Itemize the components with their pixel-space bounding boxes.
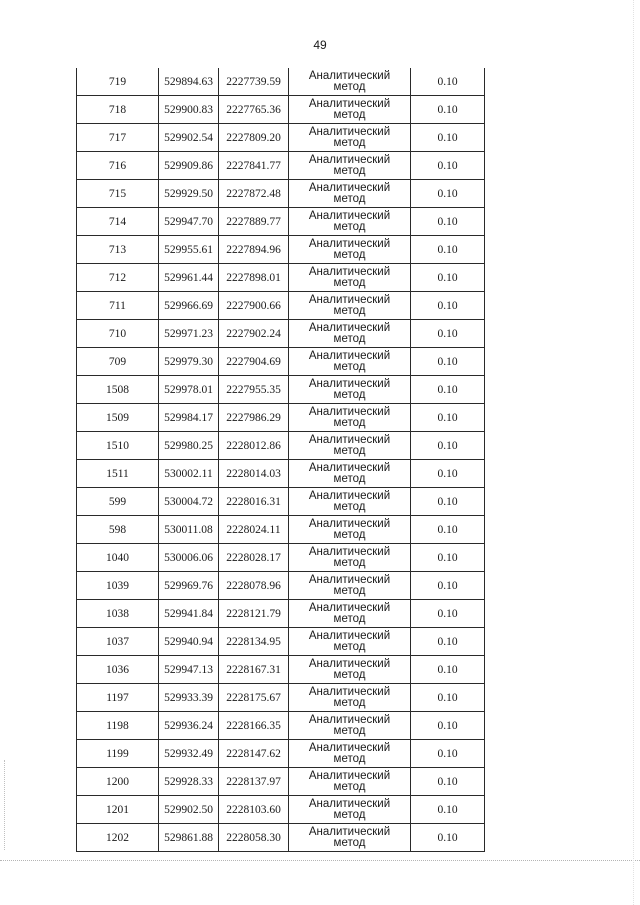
- x-coordinate-cell: 529980.25: [159, 432, 219, 460]
- method-text: метод: [333, 80, 366, 93]
- table-row: [77, 96, 485, 124]
- x-coordinate-cell: 529966.69: [159, 292, 219, 320]
- method-text: метод: [333, 136, 366, 149]
- method-text: Аналитический: [308, 433, 391, 446]
- point-number-cell: 719: [77, 68, 159, 96]
- accuracy-cell: 0.10: [411, 544, 485, 572]
- point-number-cell: 1508: [77, 376, 159, 404]
- method-text: метод: [333, 668, 366, 681]
- x-coordinate-cell: 529940.94: [159, 628, 219, 656]
- method-text: Аналитический: [308, 461, 391, 474]
- method-text: Аналитический: [308, 265, 391, 278]
- method-cell: [289, 572, 411, 600]
- accuracy-cell: 0.10: [411, 376, 485, 404]
- point-number-cell: 712: [77, 264, 159, 292]
- method-text: Аналитический: [308, 657, 391, 670]
- accuracy-cell: 0.10: [411, 124, 485, 152]
- y-coordinate-cell: 2227904.69: [219, 348, 289, 376]
- y-coordinate-cell: 2228137.97: [219, 768, 289, 796]
- point-number-cell: 714: [77, 208, 159, 236]
- y-coordinate-cell: 2228166.35: [219, 712, 289, 740]
- x-coordinate-cell: 529902.54: [159, 124, 219, 152]
- point-number-cell: 598: [77, 516, 159, 544]
- x-coordinate-cell: 529969.76: [159, 572, 219, 600]
- method-cell: [289, 264, 411, 292]
- method-text: Аналитический: [308, 125, 391, 138]
- x-coordinate-cell: 529979.30: [159, 348, 219, 376]
- y-coordinate-cell: 2227898.01: [219, 264, 289, 292]
- accuracy-cell: 0.10: [411, 488, 485, 516]
- method-cell: [289, 236, 411, 264]
- point-number-cell: 716: [77, 152, 159, 180]
- table-row: [77, 68, 485, 96]
- point-number-cell: 711: [77, 292, 159, 320]
- method-cell: [289, 488, 411, 516]
- method-text: метод: [333, 388, 366, 401]
- table-row: [77, 292, 485, 320]
- method-cell: [289, 208, 411, 236]
- method-text: метод: [333, 332, 366, 345]
- x-coordinate-cell: 529933.39: [159, 684, 219, 712]
- table-row: [77, 376, 485, 404]
- accuracy-cell: 0.10: [411, 516, 485, 544]
- table-row: [77, 348, 485, 376]
- method-text: Аналитический: [308, 545, 391, 558]
- y-coordinate-cell: 2228147.62: [219, 740, 289, 768]
- point-number-cell: 718: [77, 96, 159, 124]
- method-text: Аналитический: [308, 349, 391, 362]
- y-coordinate-cell: 2227955.35: [219, 376, 289, 404]
- x-coordinate-cell: 530002.11: [159, 460, 219, 488]
- point-number-cell: 1201: [77, 796, 159, 824]
- x-coordinate-cell: 529929.50: [159, 180, 219, 208]
- accuracy-cell: 0.10: [411, 96, 485, 124]
- method-text: Аналитический: [308, 153, 391, 166]
- method-cell: [289, 96, 411, 124]
- method-text: метод: [333, 556, 366, 569]
- method-cell: [289, 740, 411, 768]
- point-number-cell: 1199: [77, 740, 159, 768]
- page-number: 49: [313, 38, 327, 52]
- method-cell: [289, 712, 411, 740]
- method-text: Аналитический: [308, 293, 391, 306]
- point-number-cell: 715: [77, 180, 159, 208]
- point-number-cell: 1200: [77, 768, 159, 796]
- method-cell: [289, 124, 411, 152]
- method-text: метод: [333, 584, 366, 597]
- method-cell: [289, 768, 411, 796]
- table-row: [77, 572, 485, 600]
- accuracy-cell: 0.10: [411, 264, 485, 292]
- x-coordinate-cell: 529902.50: [159, 796, 219, 824]
- method-text: метод: [333, 836, 366, 849]
- scan-artifact-line: [0, 860, 640, 861]
- point-number-cell: 1511: [77, 460, 159, 488]
- accuracy-cell: 0.10: [411, 628, 485, 656]
- x-coordinate-cell: 529971.23: [159, 320, 219, 348]
- table-row: [77, 796, 485, 824]
- x-coordinate-cell: 529961.44: [159, 264, 219, 292]
- method-text: метод: [333, 108, 366, 121]
- table-row: [77, 628, 485, 656]
- y-coordinate-cell: 2227739.59: [219, 68, 289, 96]
- method-text: метод: [333, 472, 366, 485]
- method-text: Аналитический: [308, 797, 391, 810]
- accuracy-cell: 0.10: [411, 824, 485, 852]
- table-row: [77, 712, 485, 740]
- method-cell: [289, 292, 411, 320]
- method-cell: [289, 516, 411, 544]
- y-coordinate-cell: 2227900.66: [219, 292, 289, 320]
- method-text: метод: [333, 416, 366, 429]
- method-text: Аналитический: [308, 713, 391, 726]
- method-text: метод: [333, 192, 366, 205]
- y-coordinate-cell: 2228103.60: [219, 796, 289, 824]
- accuracy-cell: 0.10: [411, 768, 485, 796]
- accuracy-cell: 0.10: [411, 208, 485, 236]
- y-coordinate-cell: 2228024.11: [219, 516, 289, 544]
- method-cell: [289, 600, 411, 628]
- y-coordinate-cell: 2228167.31: [219, 656, 289, 684]
- table-row: [77, 208, 485, 236]
- scan-artifact-edge: [633, 0, 634, 905]
- x-coordinate-cell: 529947.70: [159, 208, 219, 236]
- method-text: Аналитический: [308, 209, 391, 222]
- method-text: Аналитический: [308, 321, 391, 334]
- x-coordinate-cell: 529861.88: [159, 824, 219, 852]
- y-coordinate-cell: 2228012.86: [219, 432, 289, 460]
- accuracy-cell: 0.10: [411, 348, 485, 376]
- point-number-cell: 1040: [77, 544, 159, 572]
- x-coordinate-cell: 530004.72: [159, 488, 219, 516]
- x-coordinate-cell: 529894.63: [159, 68, 219, 96]
- method-cell: [289, 376, 411, 404]
- point-number-cell: 1509: [77, 404, 159, 432]
- method-text: метод: [333, 304, 366, 317]
- method-cell: [289, 68, 411, 96]
- method-text: метод: [333, 220, 366, 233]
- point-number-cell: 1038: [77, 600, 159, 628]
- x-coordinate-cell: 529984.17: [159, 404, 219, 432]
- x-coordinate-cell: 529928.33: [159, 768, 219, 796]
- method-text: метод: [333, 248, 366, 261]
- point-number-cell: 1198: [77, 712, 159, 740]
- method-cell: [289, 432, 411, 460]
- method-cell: [289, 460, 411, 488]
- point-number-cell: 1036: [77, 656, 159, 684]
- method-cell: [289, 348, 411, 376]
- method-text: метод: [333, 724, 366, 737]
- x-coordinate-cell: 530011.08: [159, 516, 219, 544]
- table-row: [77, 264, 485, 292]
- table-row: [77, 320, 485, 348]
- method-text: метод: [333, 528, 366, 541]
- method-text: метод: [333, 164, 366, 177]
- method-text: Аналитический: [308, 741, 391, 754]
- method-cell: [289, 628, 411, 656]
- table-row: [77, 684, 485, 712]
- method-text: Аналитический: [308, 517, 391, 530]
- method-text: метод: [333, 752, 366, 765]
- accuracy-cell: 0.10: [411, 740, 485, 768]
- accuracy-cell: 0.10: [411, 684, 485, 712]
- method-text: Аналитический: [308, 685, 391, 698]
- x-coordinate-cell: 529909.86: [159, 152, 219, 180]
- method-text: метод: [333, 500, 366, 513]
- coordinates-table: [76, 68, 485, 852]
- x-coordinate-cell: 529941.84: [159, 600, 219, 628]
- method-text: Аналитический: [308, 97, 391, 110]
- method-cell: [289, 320, 411, 348]
- y-coordinate-cell: 2228121.79: [219, 600, 289, 628]
- y-coordinate-cell: 2228175.67: [219, 684, 289, 712]
- method-text: Аналитический: [308, 405, 391, 418]
- accuracy-cell: 0.10: [411, 572, 485, 600]
- method-text: Аналитический: [308, 181, 391, 194]
- x-coordinate-cell: 530006.06: [159, 544, 219, 572]
- y-coordinate-cell: 2228016.31: [219, 488, 289, 516]
- accuracy-cell: 0.10: [411, 656, 485, 684]
- point-number-cell: 717: [77, 124, 159, 152]
- point-number-cell: 1037: [77, 628, 159, 656]
- y-coordinate-cell: 2228058.30: [219, 824, 289, 852]
- scan-artifact-edge: [4, 760, 5, 850]
- table-row: [77, 180, 485, 208]
- point-number-cell: 709: [77, 348, 159, 376]
- point-number-cell: 1510: [77, 432, 159, 460]
- y-coordinate-cell: 2227809.20: [219, 124, 289, 152]
- table-row: [77, 656, 485, 684]
- x-coordinate-cell: 529936.24: [159, 712, 219, 740]
- method-text: метод: [333, 612, 366, 625]
- coordinates-table-body: [77, 68, 485, 852]
- method-text: Аналитический: [308, 69, 391, 82]
- method-text: Аналитический: [308, 629, 391, 642]
- method-text: метод: [333, 696, 366, 709]
- table-row: [77, 404, 485, 432]
- y-coordinate-cell: 2227894.96: [219, 236, 289, 264]
- y-coordinate-cell: 2228134.95: [219, 628, 289, 656]
- method-cell: [289, 404, 411, 432]
- y-coordinate-cell: 2228078.96: [219, 572, 289, 600]
- accuracy-cell: 0.10: [411, 712, 485, 740]
- y-coordinate-cell: 2227889.77: [219, 208, 289, 236]
- y-coordinate-cell: 2227841.77: [219, 152, 289, 180]
- method-text: Аналитический: [308, 489, 391, 502]
- table-row: [77, 824, 485, 852]
- accuracy-cell: 0.10: [411, 600, 485, 628]
- accuracy-cell: 0.10: [411, 796, 485, 824]
- method-cell: [289, 824, 411, 852]
- table-row: [77, 768, 485, 796]
- table-row: [77, 740, 485, 768]
- point-number-cell: 713: [77, 236, 159, 264]
- point-number-cell: 1197: [77, 684, 159, 712]
- method-text: Аналитический: [308, 237, 391, 250]
- accuracy-cell: 0.10: [411, 180, 485, 208]
- accuracy-cell: 0.10: [411, 404, 485, 432]
- method-text: метод: [333, 276, 366, 289]
- method-cell: [289, 656, 411, 684]
- table-row: [77, 600, 485, 628]
- y-coordinate-cell: 2227902.24: [219, 320, 289, 348]
- accuracy-cell: 0.10: [411, 320, 485, 348]
- method-text: метод: [333, 808, 366, 821]
- method-text: Аналитический: [308, 825, 391, 838]
- table-row: [77, 488, 485, 516]
- x-coordinate-cell: 529900.83: [159, 96, 219, 124]
- table-row: [77, 516, 485, 544]
- y-coordinate-cell: 2227872.48: [219, 180, 289, 208]
- point-number-cell: 1039: [77, 572, 159, 600]
- x-coordinate-cell: 529947.13: [159, 656, 219, 684]
- method-text: Аналитический: [308, 601, 391, 614]
- method-text: Аналитический: [308, 377, 391, 390]
- method-cell: [289, 152, 411, 180]
- method-text: метод: [333, 444, 366, 457]
- x-coordinate-cell: 529978.01: [159, 376, 219, 404]
- point-number-cell: 1202: [77, 824, 159, 852]
- y-coordinate-cell: 2227765.36: [219, 96, 289, 124]
- table-row: [77, 152, 485, 180]
- table-row: [77, 460, 485, 488]
- x-coordinate-cell: 529955.61: [159, 236, 219, 264]
- method-cell: [289, 796, 411, 824]
- method-cell: [289, 544, 411, 572]
- method-text: метод: [333, 360, 366, 373]
- y-coordinate-cell: 2228028.17: [219, 544, 289, 572]
- accuracy-cell: 0.10: [411, 292, 485, 320]
- y-coordinate-cell: 2227986.29: [219, 404, 289, 432]
- accuracy-cell: 0.10: [411, 432, 485, 460]
- table-row: [77, 432, 485, 460]
- accuracy-cell: 0.10: [411, 68, 485, 96]
- table-row: [77, 544, 485, 572]
- table-row: [77, 236, 485, 264]
- x-coordinate-cell: 529932.49: [159, 740, 219, 768]
- y-coordinate-cell: 2228014.03: [219, 460, 289, 488]
- accuracy-cell: 0.10: [411, 236, 485, 264]
- method-text: метод: [333, 640, 366, 653]
- method-text: Аналитический: [308, 573, 391, 586]
- accuracy-cell: 0.10: [411, 152, 485, 180]
- accuracy-cell: 0.10: [411, 460, 485, 488]
- method-text: метод: [333, 780, 366, 793]
- method-cell: [289, 684, 411, 712]
- method-text: Аналитический: [308, 769, 391, 782]
- method-cell: [289, 180, 411, 208]
- point-number-cell: 599: [77, 488, 159, 516]
- point-number-cell: 710: [77, 320, 159, 348]
- table-row: [77, 124, 485, 152]
